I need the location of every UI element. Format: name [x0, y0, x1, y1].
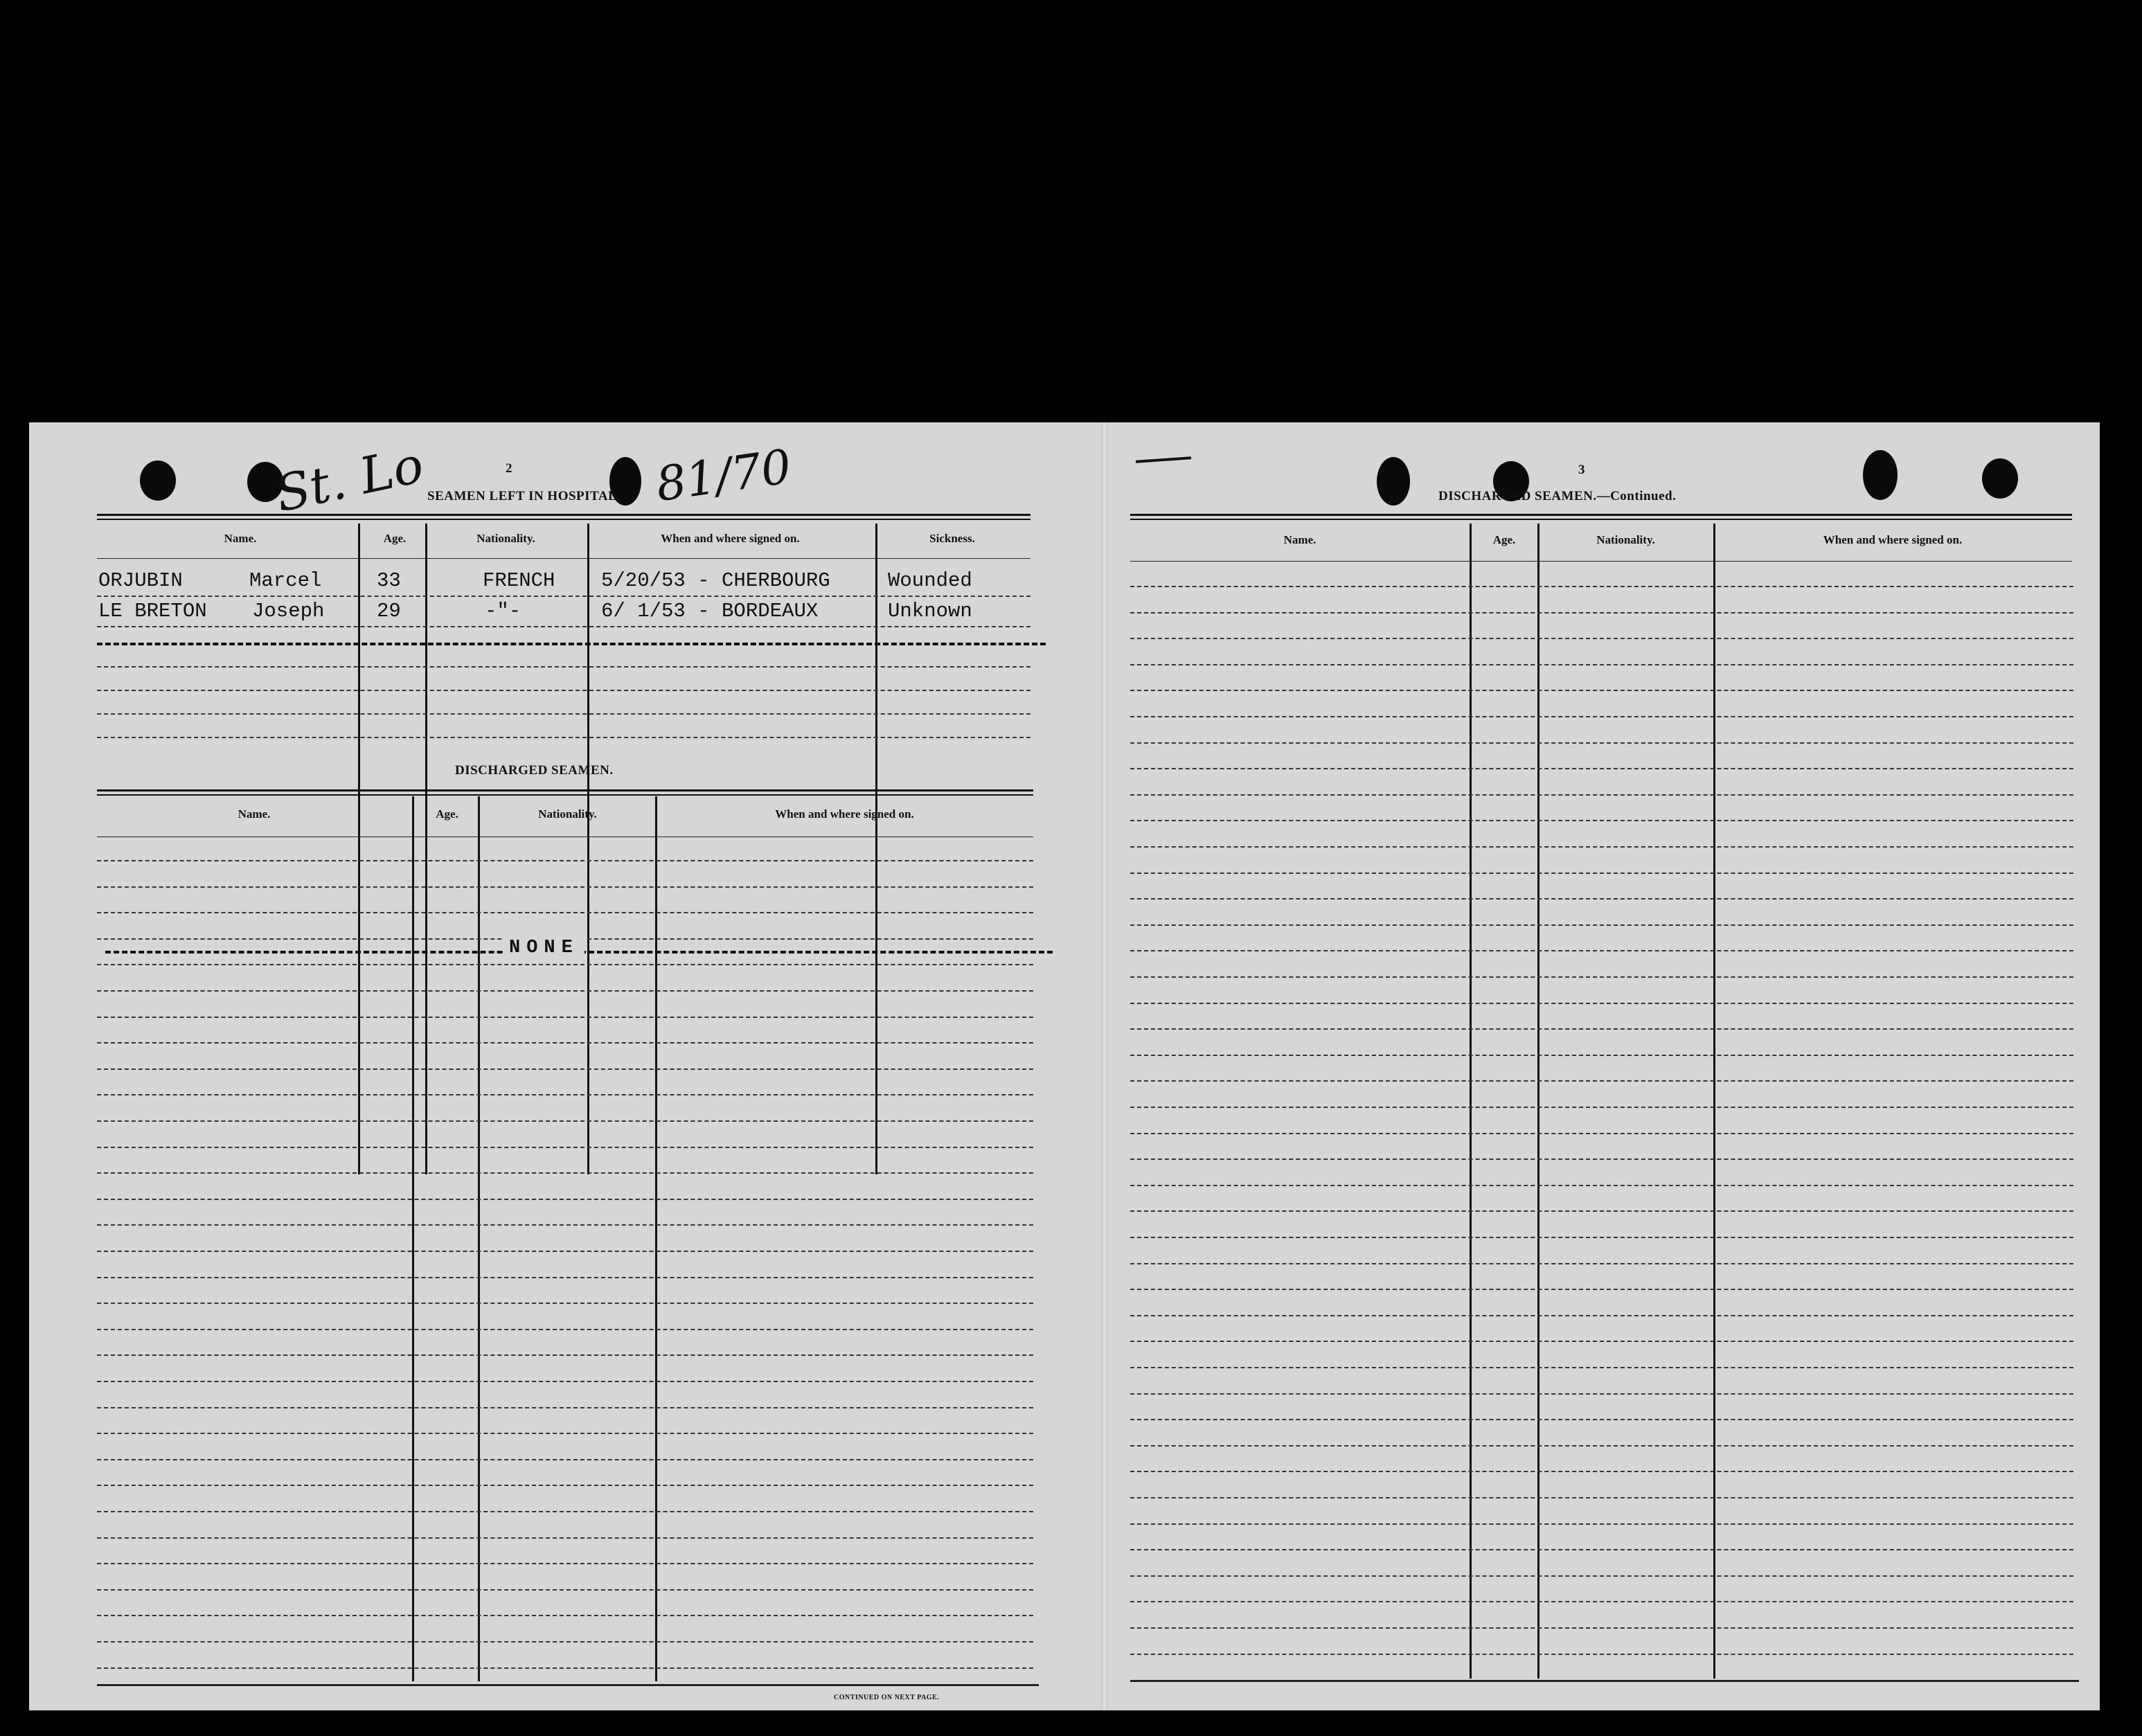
row-rule — [97, 964, 1033, 965]
row-rule — [97, 737, 1030, 738]
column-divider — [1713, 524, 1715, 1679]
row-rule — [97, 1224, 1033, 1226]
row-rule — [1130, 1523, 2073, 1525]
row-rule — [1130, 690, 2073, 691]
nationality: FRENCH — [483, 569, 555, 592]
row-rule — [1130, 1393, 2073, 1395]
row-rule — [97, 1017, 1033, 1018]
punch-hole — [1863, 450, 1898, 500]
table-top-rule — [1130, 514, 2072, 520]
signed-on: 5/20/53 - CHERBOURG — [601, 569, 830, 592]
row-rule — [1130, 742, 2073, 744]
row-rule — [1130, 1289, 2073, 1290]
col-header-nationality: Nationality. — [476, 532, 535, 545]
row-rule — [97, 1589, 1033, 1591]
col-header-signed-on: When and where signed on. — [775, 807, 914, 821]
row-rule — [1130, 1263, 2073, 1264]
discharged-continued-title: DISCHARGED SEAMEN.—Continued. — [1438, 489, 1677, 503]
row-rule — [97, 912, 1033, 913]
row-rule — [97, 1407, 1033, 1408]
table-bottom-rule — [1130, 1680, 2079, 1682]
row-rule — [1130, 1080, 2073, 1082]
row-rule — [97, 1667, 1033, 1669]
handwritten-note: St. Lo — [270, 435, 429, 524]
col-header-nationality: Nationality. — [1596, 533, 1655, 546]
row-rule — [1130, 1133, 2073, 1134]
page-number: 3 — [1578, 463, 1585, 477]
row-rule — [97, 1147, 1033, 1148]
row-rule — [97, 1537, 1033, 1539]
row-rule — [97, 1433, 1033, 1434]
row-rule — [97, 1485, 1033, 1486]
col-header-sickness: Sickness. — [929, 532, 975, 545]
row-rule — [1130, 1419, 2073, 1420]
punch-hole — [1982, 458, 2018, 499]
center-fold — [1101, 422, 1108, 1710]
row-rule — [1130, 1210, 2073, 1212]
col-header-age: Age. — [436, 807, 458, 821]
row-rule — [1130, 1627, 2073, 1629]
row-rule — [97, 666, 1030, 668]
row-rule — [97, 1094, 1033, 1095]
row-rule — [97, 860, 1033, 861]
row-rule — [97, 1615, 1033, 1616]
row-rule — [97, 596, 1030, 597]
col-header-nationality: Nationality. — [538, 807, 597, 821]
row-rule — [97, 1277, 1033, 1278]
col-header-name: Name. — [238, 807, 271, 821]
row-rule — [1130, 1003, 2073, 1004]
row-rule — [1130, 1471, 2073, 1472]
row-rule — [1130, 873, 2073, 874]
row-rule — [1130, 638, 2073, 639]
row-rule — [1130, 1055, 2073, 1056]
row-rule — [1130, 1237, 2073, 1238]
signed-on: 6/ 1/53 - BORDEAUX — [601, 600, 819, 623]
row-rule — [97, 1042, 1033, 1044]
col-header-name: Name. — [224, 532, 257, 545]
row-rule — [1130, 1445, 2073, 1447]
document-paper — [29, 422, 2100, 1710]
row-rule — [1130, 898, 2073, 900]
row-rule — [1130, 664, 2073, 665]
age: 33 — [377, 569, 401, 592]
row-rule — [1130, 586, 2073, 587]
column-divider — [478, 796, 480, 1681]
column-divider — [587, 524, 589, 1174]
row-rule — [97, 886, 1033, 888]
row-rule — [97, 1172, 1033, 1174]
surname: LE BRETON — [98, 600, 207, 623]
sickness: Wounded — [888, 569, 972, 592]
row-rule — [97, 1563, 1033, 1564]
row-rule — [1130, 976, 2073, 978]
ink-mark — [1136, 456, 1191, 463]
row-rule — [1130, 1341, 2073, 1342]
table-bottom-rule — [97, 1684, 1039, 1686]
row-rule — [1130, 820, 2073, 821]
hospital-section-title: SEAMEN LEFT IN HOSPITAL. — [427, 489, 621, 503]
punch-hole — [1377, 457, 1410, 505]
col-header-signed-on: When and where signed on. — [1823, 533, 1963, 546]
column-divider — [875, 524, 877, 1174]
column-divider — [412, 796, 414, 1681]
header-rule — [1130, 561, 2072, 562]
col-header-signed-on: When and where signed on. — [661, 532, 800, 545]
row-rule — [97, 1199, 1033, 1200]
continued-footer: CONTINUED ON NEXT PAGE. — [834, 1694, 940, 1701]
row-rule — [1130, 1575, 2073, 1577]
column-divider — [358, 524, 360, 1174]
row-rule — [1130, 794, 2073, 796]
table-top-rule — [97, 514, 1030, 520]
age: 29 — [377, 600, 401, 623]
column-divider — [655, 796, 657, 1681]
row-rule — [1130, 1107, 2073, 1108]
row-rule — [1130, 716, 2073, 717]
row-rule — [97, 1381, 1033, 1382]
header-rule — [97, 836, 1033, 837]
sickness: Unknown — [888, 600, 972, 623]
surname: ORJUBIN — [98, 569, 183, 592]
row-rule — [97, 990, 1033, 992]
row-rule — [1130, 950, 2073, 951]
column-divider — [1470, 524, 1472, 1679]
handwritten-code: 81/70 — [652, 439, 795, 513]
row-rule — [97, 1354, 1033, 1356]
table-top-rule — [97, 789, 1033, 796]
row-rule — [1130, 1158, 2073, 1160]
row-rule — [1130, 1185, 2073, 1186]
row-rule — [97, 1251, 1033, 1252]
row-rule — [1130, 1654, 2073, 1655]
header-rule — [97, 558, 1030, 559]
row-rule — [1130, 768, 2073, 769]
row-rule — [1130, 1367, 2073, 1368]
row-rule — [97, 1068, 1033, 1070]
given-name: Marcel — [249, 569, 322, 592]
col-header-age: Age. — [1492, 533, 1516, 546]
row-rule — [97, 1303, 1033, 1304]
punch-hole — [140, 460, 176, 501]
row-rule — [97, 713, 1030, 715]
row-rule — [1130, 924, 2073, 926]
given-name: Joseph — [252, 600, 325, 623]
none-text: NONE — [503, 938, 584, 958]
row-rule — [97, 1329, 1033, 1330]
row-rule — [1130, 1497, 2073, 1498]
row-rule — [97, 1120, 1033, 1122]
row-rule — [97, 690, 1030, 691]
row-rule — [1130, 1315, 2073, 1316]
row-rule — [97, 1459, 1033, 1460]
row-rule — [1130, 1601, 2073, 1602]
row-rule — [1130, 1549, 2073, 1550]
row-rule — [97, 1641, 1033, 1643]
row-rule — [97, 626, 1030, 627]
nationality: -"- — [485, 600, 521, 623]
row-rule — [97, 1511, 1033, 1512]
column-divider — [1537, 524, 1539, 1679]
page-number: 2 — [506, 461, 512, 476]
column-divider — [425, 524, 427, 1174]
col-header-age: Age. — [383, 532, 407, 545]
end-of-list-rule — [97, 643, 1046, 645]
discharged-section-title: DISCHARGED SEAMEN. — [455, 763, 614, 778]
row-rule — [1130, 612, 2073, 614]
col-header-name: Name. — [1283, 533, 1317, 546]
row-rule — [1130, 846, 2073, 848]
row-rule — [1130, 1028, 2073, 1030]
